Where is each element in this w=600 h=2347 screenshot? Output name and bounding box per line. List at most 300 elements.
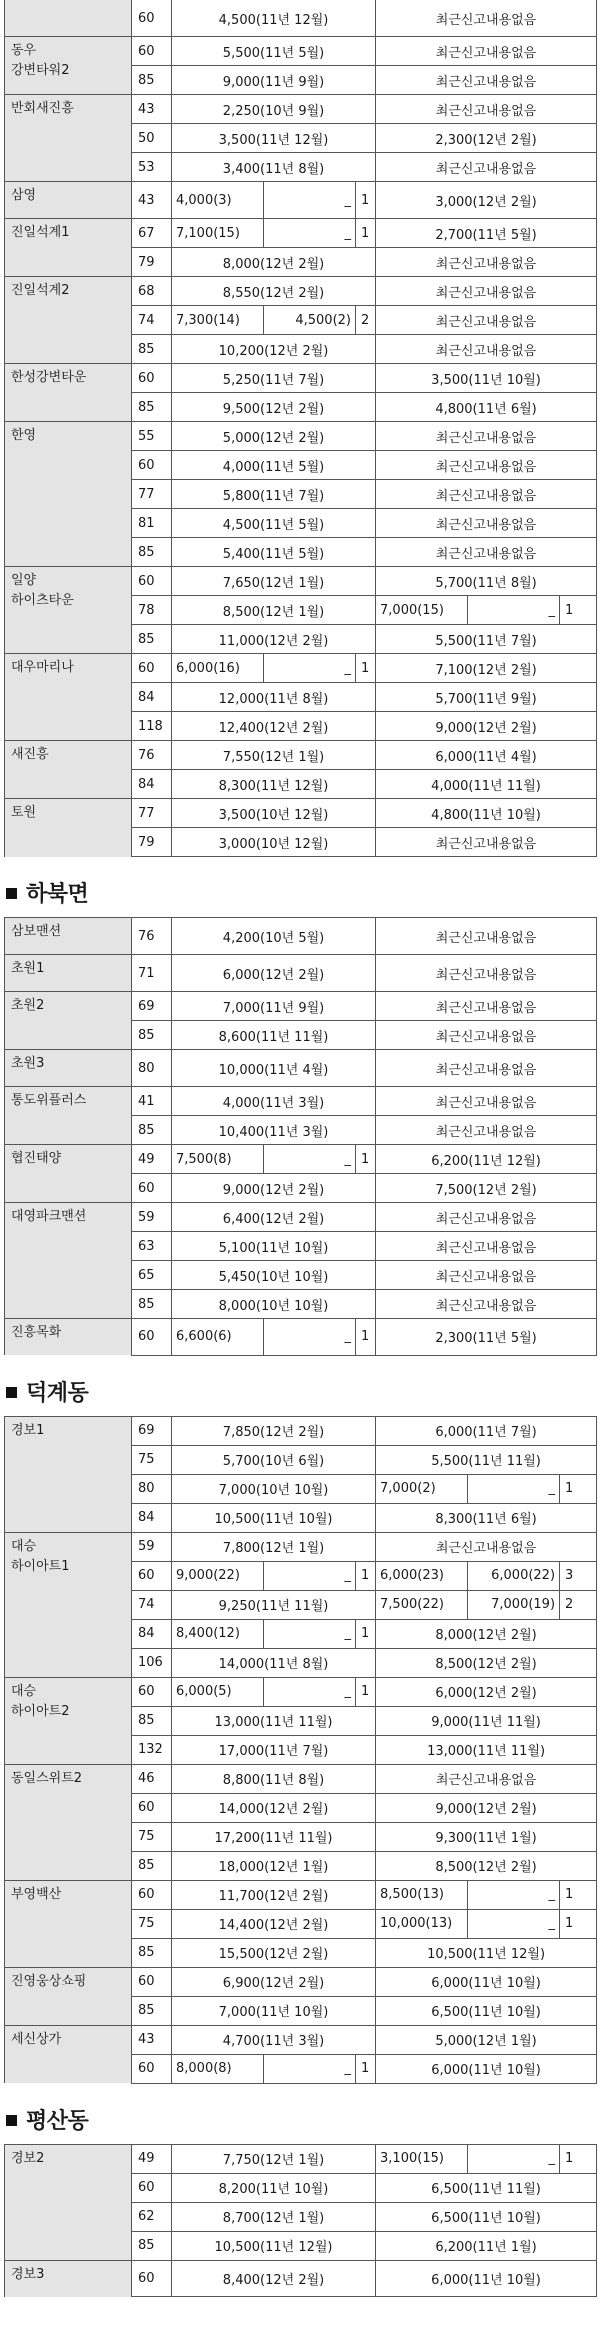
apartment-name: 협진태양 [5,1145,132,1203]
jeonse-price-cell: 6,000(11년 4월) [376,741,597,770]
jeonse-price-cell: 최근신고내용없음 [376,1050,597,1087]
section-title-text: 평산동 [26,2108,89,2134]
sale-price-min-cell: _ [264,182,356,219]
sale-price-cell: 8,500(12년 1월) [172,596,376,625]
sale-price-cell: 9,000(12년 2월) [172,1174,376,1203]
sale-price-cell: 6,900(12년 2월) [172,1967,376,1996]
area-cell: 41 [132,1087,172,1116]
jeonse-price-cell: 8,500(12년 2월) [376,1648,597,1677]
sale-price-cell: 8,800(11년 8월) [172,1764,376,1793]
section-title-text: 하북면 [26,882,89,907]
jeonse-price-cell: 최근신고내용없음 [376,480,597,509]
apartment-name: 삼보맨션 [5,918,132,955]
sale-price-cell: 4,200(10년 5월) [172,918,376,955]
sale-price-cell: 7,550(12년 1월) [172,741,376,770]
sale-count-cell: 1 [356,182,376,219]
jeonse-price-cell: 6,000(11년 10월) [376,1967,597,1996]
apartment-name: 진일석계1 [5,219,132,277]
jeonse-price-cell: 최근신고내용없음 [376,248,597,277]
sale-price-cell: 8,700(12년 1월) [172,2202,376,2231]
area-cell: 85 [132,1021,172,1050]
jeonse-price-cell: 7,100(12년 2월) [376,654,597,683]
jeonse-price-cell: 5,500(11년 11월) [376,1445,597,1474]
jeonse-count-cell: 1 [560,1474,597,1503]
square-bullet-icon [6,1387,17,1398]
sale-price-cell: 8,550(12년 2월) [172,277,376,306]
sale-price-max-cell: 7,100(15) [172,219,264,248]
jeonse-price-cell: 2,300(11년 5월) [376,1319,597,1356]
table-row [5,182,597,219]
jeonse-count-cell: 1 [560,596,597,625]
jeonse-price-cell: 최근신고내용없음 [376,1203,597,1232]
section [4,0,596,857]
sale-price-cell: 15,500(12년 2월) [172,1938,376,1967]
area-cell: 80 [132,1050,172,1087]
jeonse-price-cell: 최근신고내용없음 [376,1021,597,1050]
jeonse-price-cell: 10,500(11년 12월) [376,1938,597,1967]
apartment-name: 대승 하이아트1 [5,1532,132,1677]
jeonse-price-cell: 최근신고내용없음 [376,509,597,538]
jeonse-price-cell: 4,800(11년 10월) [376,799,597,828]
section [4,1378,596,2084]
area-cell: 75 [132,1445,172,1474]
sale-price-cell: 8,000(12년 2월) [172,248,376,277]
sale-price-cell: 8,400(12년 2월) [172,2260,376,2297]
sale-price-cell: 10,400(11년 3월) [172,1116,376,1145]
jeonse-price-cell: 3,500(11년 10월) [376,364,597,393]
jeonse-price-cell: 최근신고내용없음 [376,1764,597,1793]
jeonse-price-cell: 최근신고내용없음 [376,451,597,480]
sale-price-min-cell: _ [264,1319,356,1356]
square-bullet-icon [6,888,17,899]
sale-price-cell: 17,000(11년 7월) [172,1735,376,1764]
jeonse-price-min-cell: _ [468,1880,560,1909]
area-cell: 74 [132,1590,172,1619]
jeonse-price-cell: 최근신고내용없음 [376,37,597,66]
area-cell: 76 [132,741,172,770]
sale-price-cell: 3,000(10년 12월) [172,828,376,857]
area-cell: 43 [132,95,172,124]
area-cell: 50 [132,124,172,153]
table-row [5,992,597,1021]
sale-price-cell: 4,700(11년 3월) [172,2025,376,2054]
area-cell: 69 [132,992,172,1021]
jeonse-price-cell: 최근신고내용없음 [376,335,597,364]
sale-price-cell: 9,250(11년 11월) [172,1590,376,1619]
jeonse-price-cell: 최근신고내용없음 [376,153,597,182]
sale-price-cell: 8,200(11년 10월) [172,2173,376,2202]
jeonse-price-cell: 5,500(11년 7월) [376,625,597,654]
sale-price-cell: 4,500(11년 5월) [172,509,376,538]
jeonse-price-cell: 6,000(11년 10월) [376,2054,597,2083]
area-cell: 80 [132,1474,172,1503]
jeonse-price-cell: 6,500(11년 10월) [376,2202,597,2231]
apartment-name: 일양 하이츠타운 [5,567,132,654]
jeonse-count-cell: 1 [560,2144,597,2173]
jeonse-price-cell: 2,700(11년 5월) [376,219,597,248]
sale-price-cell: 12,400(12년 2월) [172,712,376,741]
jeonse-price-cell: 최근신고내용없음 [376,918,597,955]
section [4,2106,596,2298]
sale-price-cell: 8,600(11년 11월) [172,1021,376,1050]
jeonse-price-max-cell: 7,500(22) [376,1590,468,1619]
apartment-name: 삼영 [5,182,132,219]
sale-count-cell: 1 [356,1319,376,1356]
area-cell: 79 [132,828,172,857]
sale-price-cell: 10,200(12년 2월) [172,335,376,364]
table-row [5,955,597,992]
jeonse-price-cell: 최근신고내용없음 [376,828,597,857]
area-cell: 60 [132,2260,172,2297]
area-cell: 85 [132,538,172,567]
sale-count-cell: 1 [356,1677,376,1706]
sale-price-cell: 5,100(11년 10월) [172,1232,376,1261]
area-cell: 76 [132,918,172,955]
sale-price-cell: 14,000(11년 8월) [172,1648,376,1677]
jeonse-price-cell: 7,500(12년 2월) [376,1174,597,1203]
area-cell: 53 [132,153,172,182]
sale-price-cell: 5,700(10년 6월) [172,1445,376,1474]
apartment-name: 새진흥 [5,741,132,799]
table-row [5,1967,597,1996]
sale-price-cell: 5,000(12년 2월) [172,422,376,451]
area-cell: 85 [132,1996,172,2025]
price-table [4,1416,597,2084]
jeonse-price-cell: 최근신고내용없음 [376,955,597,992]
sale-price-max-cell: 8,000(8) [172,2054,264,2083]
jeonse-count-cell: 1 [560,1909,597,1938]
apartment-name [5,0,132,37]
apartment-name: 대승 하이아트2 [5,1677,132,1764]
sale-price-cell: 7,800(12년 1월) [172,1532,376,1561]
table-row [5,95,597,124]
apartment-name: 경보1 [5,1416,132,1532]
jeonse-price-cell: 5,000(12년 1월) [376,2025,597,2054]
area-cell: 60 [132,451,172,480]
jeonse-price-cell: 최근신고내용없음 [376,277,597,306]
sale-price-max-cell: 6,000(5) [172,1677,264,1706]
area-cell: 43 [132,2025,172,2054]
area-cell: 60 [132,364,172,393]
sale-price-cell: 12,000(11년 8월) [172,683,376,712]
area-cell: 85 [132,625,172,654]
sale-price-cell: 11,000(12년 2월) [172,625,376,654]
sale-price-cell: 11,700(12년 2월) [172,1880,376,1909]
apartment-name: 동일스위트2 [5,1764,132,1880]
jeonse-price-min-cell: _ [468,596,560,625]
apartment-name: 한성강변타운 [5,364,132,422]
area-cell: 85 [132,1851,172,1880]
table-row [5,277,597,306]
sale-price-min-cell: _ [264,654,356,683]
area-cell: 85 [132,335,172,364]
table-row [5,364,597,393]
area-cell: 118 [132,712,172,741]
area-cell: 85 [132,1938,172,1967]
area-cell: 49 [132,1145,172,1174]
sale-price-cell: 5,450(10년 10월) [172,1261,376,1290]
table-row [5,799,597,828]
area-cell: 60 [132,1967,172,1996]
jeonse-price-cell: 최근신고내용없음 [376,538,597,567]
area-cell: 65 [132,1261,172,1290]
apartment-name: 대영파크맨션 [5,1203,132,1319]
table-row [5,654,597,683]
jeonse-price-min-cell: _ [468,1474,560,1503]
apartment-name: 동우 강변타워2 [5,37,132,95]
table-row [5,0,597,37]
table-row [5,2260,597,2297]
apartment-name: 초원3 [5,1050,132,1087]
sale-price-cell: 5,500(11년 5월) [172,37,376,66]
area-cell: 75 [132,1822,172,1851]
jeonse-count-cell: 1 [560,1880,597,1909]
table-row [5,1203,597,1232]
area-cell: 68 [132,277,172,306]
sale-count-cell: 2 [356,306,376,335]
sale-price-cell: 7,000(10년 10월) [172,1474,376,1503]
area-cell: 85 [132,1290,172,1319]
area-cell: 60 [132,654,172,683]
sale-price-cell: 7,750(12년 1월) [172,2144,376,2173]
apartment-name: 부영백산 [5,1880,132,1967]
sale-price-cell: 4,000(11년 5월) [172,451,376,480]
area-cell: 67 [132,219,172,248]
jeonse-price-cell: 8,500(12년 2월) [376,1851,597,1880]
apartment-name: 진흥목화 [5,1319,132,1356]
sale-price-cell: 3,400(11년 8월) [172,153,376,182]
sale-price-cell: 7,850(12년 2월) [172,1416,376,1445]
sale-price-cell: 17,200(11년 11월) [172,1822,376,1851]
area-cell: 60 [132,0,172,37]
sale-price-cell: 10,500(11년 10월) [172,1503,376,1532]
area-cell: 62 [132,2202,172,2231]
area-cell: 60 [132,1319,172,1356]
jeonse-price-cell: 4,000(11년 11월) [376,770,597,799]
table-row [5,1050,597,1087]
jeonse-price-max-cell: 7,000(15) [376,596,468,625]
area-cell: 46 [132,1764,172,1793]
area-cell: 77 [132,480,172,509]
jeonse-price-cell: 6,500(11년 11월) [376,2173,597,2202]
sale-count-cell: 1 [356,1619,376,1648]
jeonse-price-max-cell: 10,000(13) [376,1909,468,1938]
sale-price-cell: 6,400(12년 2월) [172,1203,376,1232]
jeonse-price-cell: 13,000(11년 11월) [376,1735,597,1764]
jeonse-price-cell: 최근신고내용없음 [376,1232,597,1261]
jeonse-price-max-cell: 8,500(13) [376,1880,468,1909]
apartment-name: 대우마리나 [5,654,132,741]
sale-price-cell: 18,000(12년 1월) [172,1851,376,1880]
area-cell: 84 [132,770,172,799]
area-cell: 49 [132,2144,172,2173]
sale-price-cell: 9,000(11년 9월) [172,66,376,95]
table-row [5,2025,597,2054]
jeonse-price-cell: 5,700(11년 8월) [376,567,597,596]
area-cell: 74 [132,306,172,335]
sale-price-max-cell: 9,000(22) [172,1561,264,1590]
area-cell: 85 [132,1706,172,1735]
area-cell: 85 [132,393,172,422]
apartment-name: 진영웅상쇼핑 [5,1967,132,2025]
jeonse-price-min-cell: 7,000(19) [468,1590,560,1619]
area-cell: 79 [132,248,172,277]
area-cell: 85 [132,2231,172,2260]
table-row [5,1416,597,1445]
sale-count-cell: 1 [356,1145,376,1174]
sale-count-cell: 1 [356,219,376,248]
jeonse-price-cell: 9,000(11년 11월) [376,1706,597,1735]
area-cell: 75 [132,1909,172,1938]
apartment-name: 통도위플러스 [5,1087,132,1145]
table-row [5,219,597,248]
sale-price-max-cell: 6,000(16) [172,654,264,683]
area-cell: 132 [132,1735,172,1764]
area-cell: 60 [132,1174,172,1203]
sale-price-cell: 5,800(11년 7월) [172,480,376,509]
area-cell: 60 [132,2054,172,2083]
sale-price-cell: 5,250(11년 7월) [172,364,376,393]
price-table [4,2144,597,2298]
jeonse-price-cell: 최근신고내용없음 [376,95,597,124]
table-row [5,1764,597,1793]
jeonse-price-max-cell: 7,000(2) [376,1474,468,1503]
apartment-name: 초원2 [5,992,132,1050]
jeonse-price-cell: 6,200(11년 12월) [376,1145,597,1174]
sale-price-cell: 7,000(11년 10월) [172,1996,376,2025]
sale-price-cell: 6,000(12년 2월) [172,955,376,992]
jeonse-price-min-cell: _ [468,2144,560,2173]
apartment-name: 초원1 [5,955,132,992]
area-cell: 60 [132,1561,172,1590]
table-row [5,918,597,955]
table-row [5,1532,597,1561]
area-cell: 85 [132,66,172,95]
area-cell: 59 [132,1203,172,1232]
sale-price-cell: 3,500(10년 12월) [172,799,376,828]
table-row [5,422,597,451]
area-cell: 60 [132,567,172,596]
apartment-name: 진일석계2 [5,277,132,364]
area-cell: 60 [132,1793,172,1822]
area-cell: 60 [132,1880,172,1909]
area-cell: 85 [132,1116,172,1145]
apartment-name: 경보2 [5,2144,132,2260]
table-row [5,37,597,66]
apartment-name: 세신상가 [5,2025,132,2083]
jeonse-price-cell: 6,000(12년 2월) [376,1677,597,1706]
sale-price-min-cell: _ [264,1561,356,1590]
sale-price-min-cell: 4,500(2) [264,306,356,335]
area-cell: 55 [132,422,172,451]
jeonse-price-cell: 최근신고내용없음 [376,1261,597,1290]
table-row [5,567,597,596]
sale-price-cell: 4,500(11년 12월) [172,0,376,37]
jeonse-price-cell: 3,000(12년 2월) [376,182,597,219]
square-bullet-icon [6,2115,17,2126]
area-cell: 60 [132,37,172,66]
jeonse-price-cell: 6,000(11년 7월) [376,1416,597,1445]
sale-price-max-cell: 7,500(8) [172,1145,264,1174]
table-row [5,1087,597,1116]
sale-price-cell: 5,400(11년 5월) [172,538,376,567]
table-row [5,1880,597,1909]
sale-price-min-cell: _ [264,219,356,248]
jeonse-price-cell: 최근신고내용없음 [376,1116,597,1145]
table-row [5,2144,597,2173]
sale-price-cell: 14,400(12년 2월) [172,1909,376,1938]
area-cell: 60 [132,2173,172,2202]
sale-price-cell: 13,000(11년 11월) [172,1706,376,1735]
sale-price-cell: 4,000(11년 3월) [172,1087,376,1116]
area-cell: 84 [132,683,172,712]
jeonse-price-cell: 8,300(11년 6월) [376,1503,597,1532]
table-row [5,1319,597,1356]
jeonse-price-cell: 6,500(11년 10월) [376,1996,597,2025]
sale-price-min-cell: _ [264,1145,356,1174]
area-cell: 81 [132,509,172,538]
section-title [4,2106,596,2138]
listing-document [4,0,596,2297]
jeonse-count-cell: 2 [560,1590,597,1619]
area-cell: 69 [132,1416,172,1445]
section-title [4,879,596,911]
jeonse-price-cell: 최근신고내용없음 [376,422,597,451]
sale-price-cell: 8,300(11년 12월) [172,770,376,799]
jeonse-price-min-cell: _ [468,1909,560,1938]
price-table [4,917,597,1356]
sale-count-cell: 1 [356,2054,376,2083]
apartment-name: 경보3 [5,2260,132,2297]
sale-price-max-cell: 7,300(14) [172,306,264,335]
table-row [5,1677,597,1706]
jeonse-price-cell: 최근신고내용없음 [376,1087,597,1116]
sale-price-cell: 7,650(12년 1월) [172,567,376,596]
apartment-name: 한영 [5,422,132,567]
section-title [4,1378,596,1410]
sale-price-min-cell: _ [264,1677,356,1706]
sale-price-cell: 3,500(11년 12월) [172,124,376,153]
sale-price-cell: 10,500(11년 12월) [172,2231,376,2260]
jeonse-price-cell: 2,300(12년 2월) [376,124,597,153]
sale-price-cell: 10,000(11년 4월) [172,1050,376,1087]
area-cell: 71 [132,955,172,992]
jeonse-price-cell: 최근신고내용없음 [376,66,597,95]
sale-price-min-cell: _ [264,1619,356,1648]
area-cell: 63 [132,1232,172,1261]
section-title-text: 덕계동 [26,1380,89,1406]
area-cell: 84 [132,1619,172,1648]
sale-price-cell: 9,500(12년 2월) [172,393,376,422]
jeonse-price-cell: 최근신고내용없음 [376,0,597,37]
sale-price-min-cell: _ [264,2054,356,2083]
jeonse-price-cell: 9,000(12년 2월) [376,1793,597,1822]
area-cell: 77 [132,799,172,828]
jeonse-price-cell: 6,000(11년 10월) [376,2260,597,2297]
sale-price-cell: 7,000(11년 9월) [172,992,376,1021]
area-cell: 78 [132,596,172,625]
jeonse-price-cell: 6,200(11년 1월) [376,2231,597,2260]
sale-price-cell: 8,000(10년 10월) [172,1290,376,1319]
section [4,879,596,1356]
jeonse-price-cell: 4,800(11년 6월) [376,393,597,422]
apartment-name: 토원 [5,799,132,857]
sale-count-cell: 1 [356,654,376,683]
jeonse-price-cell: 최근신고내용없음 [376,1290,597,1319]
jeonse-price-cell: 8,000(12년 2월) [376,1619,597,1648]
jeonse-price-cell: 5,700(11년 9월) [376,683,597,712]
jeonse-count-cell: 3 [560,1561,597,1590]
